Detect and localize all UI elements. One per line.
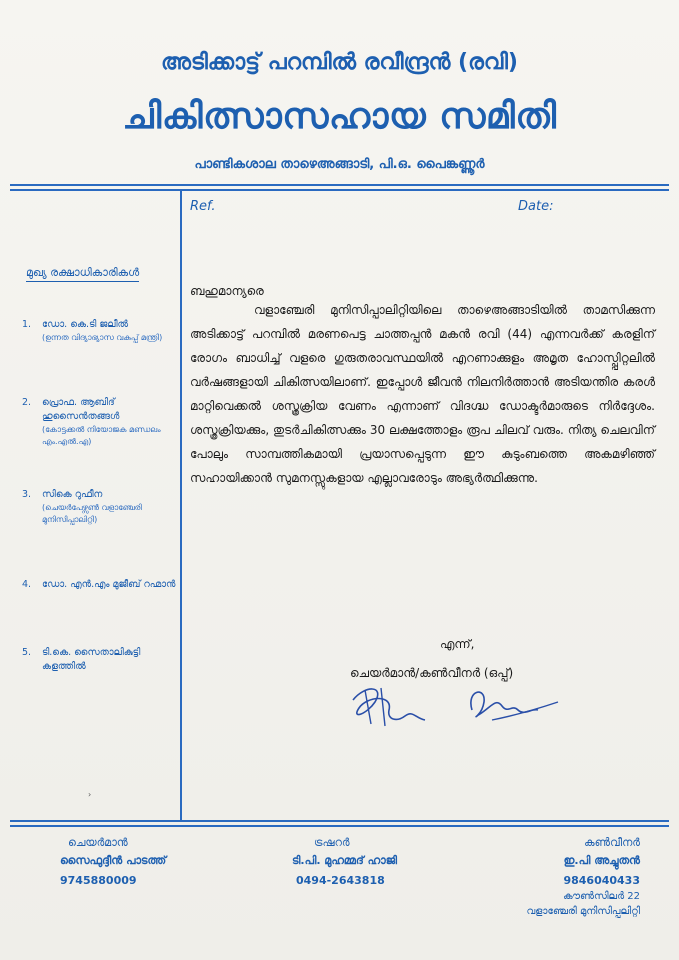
convener-signature <box>462 680 562 730</box>
header-divider-top <box>10 184 669 186</box>
patron-role: (ചെയർപേഴ്സൺ വളാഞ്ചേരി മുനിസിപ്പാലിറ്റി) <box>42 503 142 524</box>
convener-designation: കൗൺസിലർ 22 <box>563 891 640 902</box>
convener-role: കൺവീനർ <box>584 836 640 849</box>
signatory-label: ചെയർമാൻ/കൺവീനർ (ഒപ്പ്) <box>350 666 514 680</box>
patron-role: (ഉന്നത വിദ്യാഭ്യാസ വകുപ്പ് മന്ത്രി) <box>42 333 163 342</box>
convener-municipality: വളാഞ്ചേരി മുനിസിപ്പലിറ്റി <box>526 906 640 917</box>
footer-divider-bottom <box>10 825 669 827</box>
footer-chairman <box>60 836 166 887</box>
ref-label: Ref. <box>190 199 216 214</box>
patron-name: പ്രൊഫ. ആബിദ് ഹുസൈൻതങ്ങൾ <box>42 397 120 422</box>
treasurer-name: ടി.പി. മുഹമ്മദ് ഹാജി <box>292 854 397 867</box>
patron-name: ടി.കെ. സൈതാലികുട്ടി കളത്തിൽ <box>42 647 141 672</box>
footer-treasurer <box>292 836 397 887</box>
treasurer-role: ട്രഷറർ <box>314 836 350 849</box>
patron-role: (കോട്ടക്കൽ നിയോജക മണ്ഡലം എം.എൽ.എ) <box>42 425 161 446</box>
footer-convener <box>490 836 640 917</box>
patron-name: ഡോ. കെ.ടി ജലീൽ <box>42 319 129 330</box>
letter-body: വളാഞ്ചേരി മുനിസിപ്പാലിറ്റിയിലെ താഴെഅങ്ങാടിയിൽ താമസിക്കുന്ന അടിക്കാട്ട് പറമ്പിൽ മരണപെട്ട ചാത്തപ്പൻ മകൻ രവി (44) എന്നവർക്ക് കരളിന് രോഗം ബാധിച്ച് വളരെ ഗുരുതരാവസ്ഥയിൽ എറണാക്കുളം അമൃത ഹോസ്പ്പിറ്റലിൽ വർഷങ്ങളായി ചികിത്സയിലാണ്. ഇപ്പോൾ ജീവൻ നിലനിർത്താൻ അടിയന്തിര കരൾ മാറ്റിവെക്കൽ ശസ്ത്രക്രിയ വേണം എന്നാണ് വിദഗ്ദ്ധ ഡോക്ടർമാരുടെ നിർദ്ദേശം. ശസ്ത്രക്രിയക്കും, തുടർചികിത്സക്കും 30 ലക്ഷത്തോളം രൂപ ചിലവ് വരും. നിത്യ ചെലവിന് പോലും സാമ്പത്തികമായി പ്രയാസപ്പെടുന്ന ഈ കുടുംബത്തെ അകമഴിഞ്ഞ് സഹായിക്കാൻ സുമനസ്സുകളായ എല്ലാവരോടും അഭ്യർത്ഥിക്കുന്നു. <box>190 303 655 485</box>
patrons-title: മുഖ്യ രക്ഷാധികാരികൾ <box>26 266 139 282</box>
patron-number: 4. <box>22 579 32 590</box>
header-divider-bottom <box>10 189 669 191</box>
chairman-phone: 9745880009 <box>60 874 137 887</box>
header-address: പാണ്ടികശാല താഴെഅങ്ങാടി, പി.ഒ. പൈങ്കണ്ണൂർ <box>194 157 485 172</box>
closing: എന്ന്, <box>440 637 475 651</box>
header-name-line: അടിക്കാട്ട് പറമ്പിൽ രവീന്ദ്രൻ (രവി) <box>160 50 518 75</box>
patron-name: ഡോ. എൻ.എം മുജീബ് റഹ്മാൻ <box>42 579 176 590</box>
date-label: Date: <box>518 199 554 214</box>
chairman-role: ചെയർമാൻ <box>68 836 128 849</box>
patron-number: 5. <box>22 647 32 658</box>
patron-number: 1. <box>22 319 32 330</box>
chairman-signature <box>345 680 435 730</box>
salutation: ബഹുമാന്യരെ <box>190 284 264 298</box>
footer-divider-top <box>10 820 669 822</box>
treasurer-phone: 0494-2643818 <box>296 874 385 887</box>
patron-number: 3. <box>22 489 32 500</box>
patron-number: 2. <box>22 397 32 408</box>
header-committee-title: ചികിത്സാസഹായ സമിതി <box>122 96 557 137</box>
convener-name: ഇ.പി അച്ചുതൻ <box>563 854 640 867</box>
convener-phone: 9846040433 <box>563 874 640 887</box>
chairman-name: സൈഫുദ്ദീൻ പാടത്ത് <box>60 854 167 867</box>
sidebar-divider <box>180 190 182 820</box>
patron-name: സികെ റുഫീന <box>42 489 103 500</box>
pen-mark: › <box>88 790 92 799</box>
